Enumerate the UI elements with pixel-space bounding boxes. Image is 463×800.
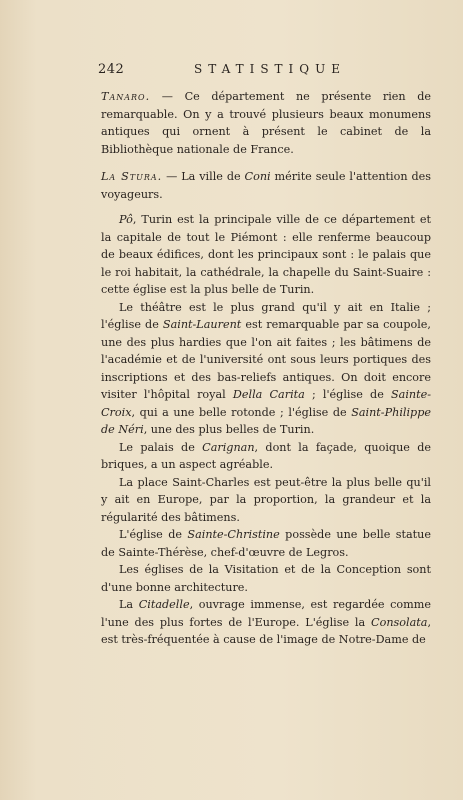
- place-name: Saint-Philippe de Néri: [101, 405, 431, 436]
- paragraph-visitation: Les églises de la Visitation et de la Conception sont d'une bonne architecture.: [101, 563, 431, 594]
- place-name: Della Carita: [232, 388, 305, 401]
- paragraph-text: possède une belle statue de Sainte-Thérèse, chef-d'œuvre de Legros.: [101, 528, 431, 559]
- paragraph-text: ; l'église de: [304, 388, 391, 401]
- place-name: Consolata: [371, 615, 428, 629]
- paragraph-tanaro: [101, 88, 431, 158]
- paragraph-sainte-christine: [101, 526, 431, 561]
- paragraph-text: , qui a une belle rotonde ; l'église de: [131, 405, 352, 419]
- department-name: La Stura.: [101, 170, 163, 183]
- paragraph-text: L'église de: [119, 528, 188, 541]
- paragraph-text: , ouvrage immense, est regardée comme l'une des plus fortes de l'Europe. L'église la: [101, 598, 431, 629]
- paragraph-text: mérite seule l'attention des voyageurs.: [101, 170, 431, 201]
- place-name: Sainte-Croix: [101, 388, 431, 419]
- place-name: Coni: [244, 170, 271, 183]
- page-header: [98, 62, 432, 82]
- paragraph-theatre: [101, 299, 431, 439]
- place-name: Sainte-Christine: [187, 528, 280, 541]
- paragraph-saint-charles: La place Saint-Charles est peut-être la plus belle qu'il y ait en Europe, par la proportion, la grandeur et la régularité des bâtimens.: [101, 475, 431, 524]
- page-number: 242: [98, 62, 125, 77]
- paragraph-text: La: [119, 598, 139, 611]
- paragraph-text: , une des plus belles de Turin.: [143, 423, 315, 436]
- paragraph-text: Le théâtre est le plus grand qu'il y ait en Italie ; l'église de: [101, 300, 431, 331]
- paragraph-text: — La ville de: [162, 170, 245, 183]
- department-name: Tanaro.: [101, 90, 151, 103]
- paragraph-text: , Turin est la principale ville de ce département et la capitale de tout le Piémont : elle renferme beaucoup de beaux édifices, dont les principaux sont : le palais que le roi habitait, la cathédrale, la chapelle du Saint-Suaire : cette église est la plus belle de Turin.: [101, 213, 431, 296]
- running-title: STATISTIQUE: [194, 62, 346, 76]
- department-name: Pô: [119, 213, 133, 226]
- paragraph-text: , dont la façade, quoique de briques, a un aspect agréable.: [101, 440, 431, 471]
- paragraph-carignan: [101, 439, 431, 474]
- paragraph-stura: [101, 168, 431, 203]
- paragraph-text: Le palais de: [119, 440, 203, 454]
- paragraph-text: est remarquable par sa coupole, une des plus hardies que l'on ait faites ; les bâtimens de l'académie et de l'université ont sous leurs portiques des inscriptions et des bas-reliefs antiques. On doit encore visiter l'hôpital royal: [101, 318, 431, 401]
- body-text: [101, 88, 431, 649]
- place-name: Saint-Laurent: [162, 318, 242, 331]
- place-name: Citadelle: [138, 598, 190, 611]
- place-name: Carignan: [202, 440, 255, 454]
- paragraph-citadelle: [101, 596, 431, 649]
- paragraph-po: [101, 211, 431, 299]
- paragraph-text: , est très-fréquentée à cause de l'image de Notre-Dame de: [101, 615, 431, 646]
- paragraph-text: — Ce département ne présente rien de remarquable. On y a trouvé plusieurs beaux monumens antiques qui ornent à présent le cabinet de la Bibliothèque nationale de France.: [101, 90, 431, 156]
